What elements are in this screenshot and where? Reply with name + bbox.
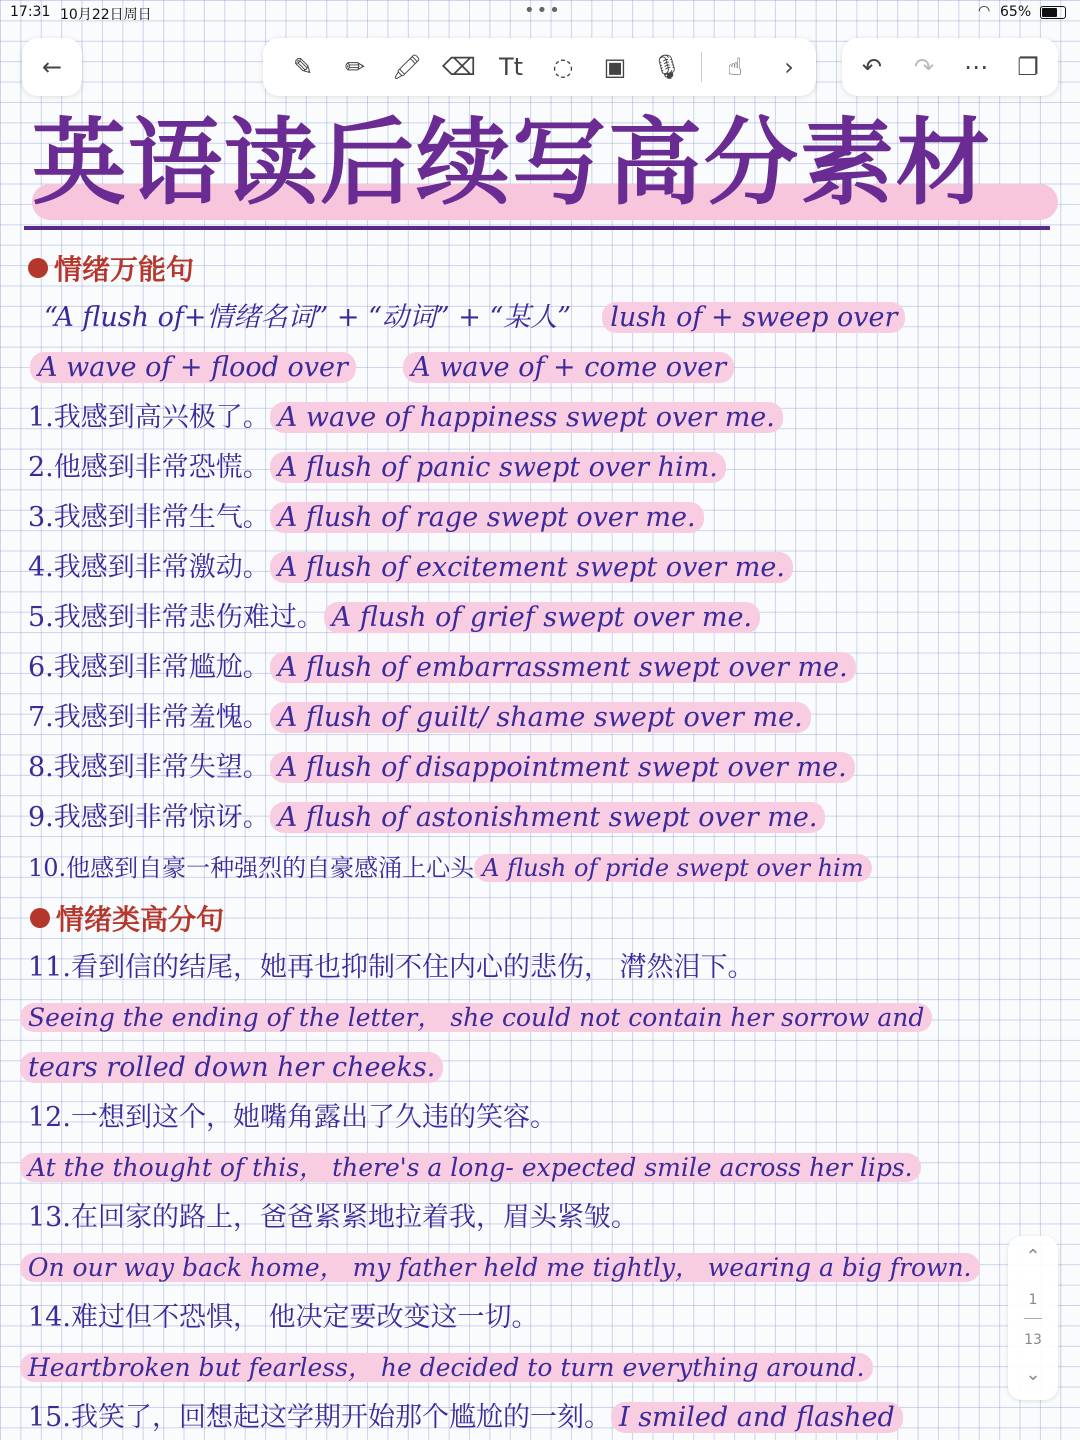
sentence-en-row [20, 998, 932, 1038]
formula-highlight: lush of + sweep over [602, 302, 905, 333]
drawing-toolbar [263, 38, 816, 96]
status-date: 10月22日周日 [60, 7, 152, 23]
text-tool-icon[interactable]: Tt [498, 53, 524, 81]
bullet-icon [30, 908, 50, 928]
sentence-cn: 4.我感到非常激动。 [28, 552, 270, 583]
sentence-en: Seeing the ending of the letter， she could not contain her sorrow and [20, 1003, 932, 1032]
sentence-row [28, 798, 825, 838]
sentence-en: A flush of excitement swept over me. [270, 552, 793, 583]
sentence-en: A flush of rage swept over me. [270, 502, 704, 533]
section-heading-label: 情绪类高分句 [56, 903, 225, 936]
sentence-en: A flush of panic swept over him. [270, 452, 726, 483]
image-icon[interactable]: ▣ [603, 53, 627, 81]
sentence-cn: 5.我感到非常悲伤难过。 [28, 602, 324, 633]
microphone-icon[interactable]: 🎙 [651, 53, 683, 81]
toolbar-divider [701, 52, 702, 82]
sentence-row [28, 598, 760, 638]
pencil-icon[interactable]: ✏ [344, 53, 366, 81]
sentence-cn: 8.我感到非常失望。 [28, 752, 270, 783]
sentence-cn: 3.我感到非常生气。 [28, 502, 270, 533]
lasso-icon[interactable]: ◌ [552, 53, 574, 81]
sentence-row [28, 1398, 903, 1438]
sentence-cn: 2.他感到非常恐慌。 [28, 452, 270, 483]
hand-draw-icon[interactable]: ☝ [727, 53, 743, 81]
sentence-en: A flush of guilt/ shame swept over me. [270, 702, 811, 733]
sentence-cn: 14.难过但不恐惧， 他决定要改变这一切。 [28, 1302, 539, 1333]
sentence-row [28, 548, 793, 588]
battery-percent: 65% [1000, 4, 1032, 20]
status-time: 17:31 [10, 4, 51, 20]
back-arrow-icon[interactable]: ← [41, 53, 63, 81]
section-heading-label: 情绪万能句 [54, 253, 195, 286]
multitask-dots-icon[interactable]: ••• [524, 0, 562, 21]
more-icon[interactable]: ⋯ [964, 53, 988, 81]
sentence-row [28, 848, 872, 888]
sentence-row [28, 698, 811, 738]
undo-icon[interactable]: ↶ [861, 53, 883, 81]
sentence-en-row [20, 1048, 443, 1088]
sentence-cn-row [28, 1298, 539, 1338]
formula-text: “A flush of+情绪名词” + “动词” + “某人” [44, 302, 572, 333]
page-up-icon[interactable]: ⌃ [1025, 1246, 1041, 1267]
sentence-row [28, 748, 855, 788]
section-heading-emotion [28, 248, 194, 288]
total-pages: 13 [1024, 1332, 1042, 1348]
sentence-en: A flush of embarrassment swept over me. [270, 652, 856, 683]
sentence-cn: 13.在回家的路上，爸爸紧紧地拉着我，眉头紧皱。 [28, 1202, 638, 1233]
sentence-cn-row [28, 1098, 557, 1138]
sentence-en-row [20, 1148, 921, 1188]
sentence-cn: 7.我感到非常羞愧。 [28, 702, 270, 733]
actions-toolbar [842, 38, 1058, 96]
sentence-cn: 1.我感到高兴极了。 [28, 402, 270, 433]
sentence-row [28, 498, 704, 538]
title-text: 英语读后续写高分素材 [32, 109, 993, 218]
sentence-en: A flush of grief swept over me. [324, 602, 760, 633]
back-toolbar [22, 38, 82, 96]
sentence-en: A flush of astonishment swept over me. [270, 802, 826, 833]
title-underline [24, 226, 1050, 230]
page-down-icon[interactable]: ⌄ [1025, 1364, 1041, 1385]
current-page: 1 [1028, 1292, 1038, 1308]
sentence-cn: 11.看到信的结尾，她再也抑制不住内心的悲伤， 潸然泪下。 [28, 952, 755, 983]
sentence-en: At the thought of this， there's a long- expected smile across her lips. [20, 1153, 921, 1182]
sentence-cn-row [28, 948, 755, 988]
eraser-icon[interactable]: ⌫ [442, 53, 476, 81]
sentence-row [28, 648, 856, 688]
sentence-cn: 6.我感到非常尴尬。 [28, 652, 270, 683]
sentence-en: I smiled and flashed [611, 1402, 903, 1433]
redo-icon[interactable]: ↷ [913, 53, 935, 81]
sentence-cn: 15.我笑了，回想起这学期开始那个尴尬的一刻。 [28, 1402, 611, 1433]
status-bar [0, 0, 1080, 26]
formula-line-1 [44, 298, 905, 338]
highlighter-icon[interactable]: 🖍 [391, 53, 423, 81]
formula-line-2 [30, 348, 734, 388]
page-divider [1024, 1318, 1042, 1319]
sentence-en: Heartbroken but fearless， he decided to turn everything around. [20, 1353, 873, 1382]
sentence-en-row [20, 1348, 873, 1388]
sentence-en: A flush of pride swept over him [474, 854, 871, 882]
sentence-cn: 10.他感到自豪一种强烈的自豪感涌上心头 [28, 854, 475, 882]
sentence-row [28, 448, 726, 488]
pages-icon[interactable]: ❐ [1017, 53, 1039, 81]
wifi-icon: ◠ [978, 3, 991, 19]
sentence-cn: 12.一想到这个，她嘴角露出了久违的笑容。 [28, 1102, 557, 1133]
battery-icon [1040, 6, 1066, 19]
sentence-cn: 9.我感到非常惊讶。 [28, 802, 270, 833]
sentence-en: tears rolled down her cheeks. [20, 1052, 443, 1083]
page-indicator [1008, 1236, 1058, 1400]
sentence-en: A wave of happiness swept over me. [270, 402, 783, 433]
chevron-right-icon[interactable]: › [784, 53, 794, 81]
formula-b: A wave of + come over [403, 352, 734, 383]
sentence-en-row [20, 1248, 980, 1288]
sentence-en: On our way back home， my father held me tightly， wearing a big frown. [20, 1253, 980, 1282]
formula-a: A wave of + flood over [30, 352, 356, 383]
page-title [22, 108, 1052, 228]
pen-icon[interactable]: ✎ [292, 53, 314, 81]
sentence-en: A flush of disappointment swept over me. [270, 752, 855, 783]
section-heading-high-score [30, 898, 224, 938]
sentence-cn-row [28, 1198, 638, 1238]
bullet-icon [28, 258, 48, 278]
sentence-row [28, 398, 783, 438]
